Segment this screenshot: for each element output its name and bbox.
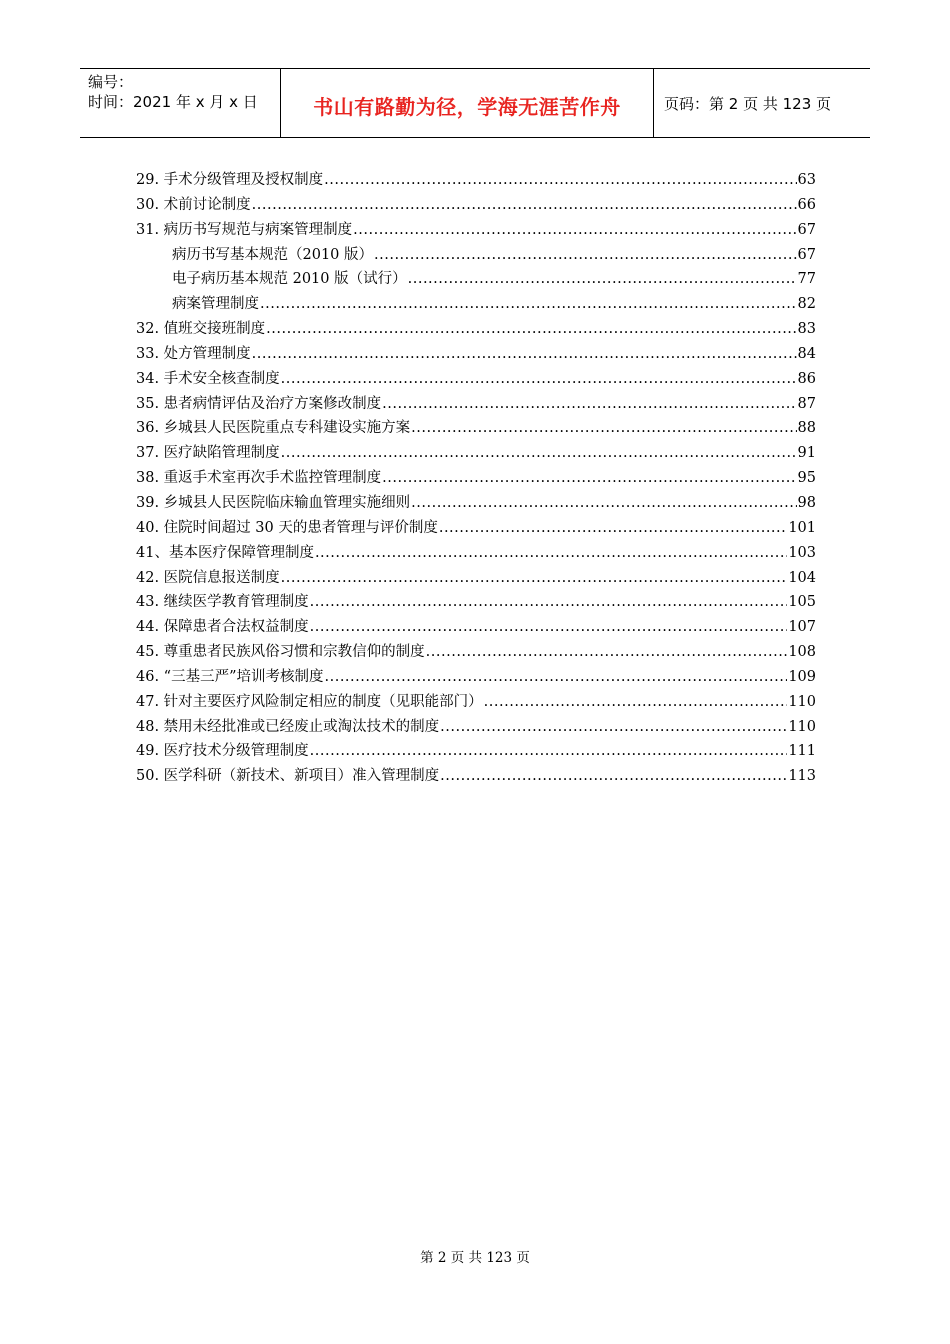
toc-leader-dots (439, 516, 787, 541)
footer-page-number: 第 2 页 共 123 页 (420, 1250, 530, 1266)
toc-leader-dots (281, 441, 797, 466)
toc-entry[interactable] (136, 342, 816, 367)
toc-entry[interactable] (136, 665, 816, 690)
toc-entry[interactable] (136, 243, 816, 268)
page-footer (0, 1246, 950, 1266)
toc-entry-title: 50. 医学科研（新技术、新项目）准入管理制度 (136, 768, 440, 785)
toc-entry-page: 103 (788, 544, 816, 561)
toc-entry[interactable] (136, 640, 816, 665)
toc-entry-page: 84 (797, 345, 816, 362)
toc-leader-dots (252, 342, 797, 367)
toc-leader-dots (310, 739, 788, 764)
toc-entry-title: 39. 乡城县人民医院临床输血管理实施细则 (136, 494, 411, 511)
toc-entry-title: 38. 重返手术室再次手术监控管理制度 (136, 470, 382, 487)
header-left-cell (80, 69, 281, 137)
table-of-contents (136, 168, 816, 789)
toc-entry[interactable] (136, 690, 816, 715)
toc-entry-title: 43. 继续医学教育管理制度 (136, 594, 309, 611)
toc-entry-title: 30. 术前讨论制度 (136, 196, 251, 213)
toc-entry-title: 37. 医疗缺陷管理制度 (136, 445, 280, 462)
toc-entry[interactable] (136, 739, 816, 764)
toc-entry[interactable] (136, 218, 816, 243)
toc-leader-dots (266, 317, 796, 342)
toc-leader-dots (353, 218, 796, 243)
toc-entry-title: 34. 手术安全核查制度 (136, 370, 280, 387)
toc-entry-title: 47. 针对主要医疗风险制定相应的制度（见职能部门） (136, 693, 483, 710)
toc-entry[interactable] (136, 615, 816, 640)
toc-entry-title: 42. 医院信息报送制度 (136, 569, 280, 586)
toc-entry[interactable] (136, 590, 816, 615)
toc-entry[interactable] (136, 491, 816, 516)
toc-entry-page: 110 (788, 693, 816, 710)
toc-entry-page: 108 (788, 644, 816, 661)
toc-entry[interactable] (136, 541, 816, 566)
toc-leader-dots (382, 466, 796, 491)
toc-leader-dots (411, 416, 796, 441)
toc-leader-dots (281, 566, 788, 591)
document-date-label: 时间：2021 年 x 月 x 日 (88, 93, 258, 111)
toc-leader-dots (440, 715, 787, 740)
header-right-cell (654, 69, 870, 137)
header-page-label: 页码：第 2 页 共 123 页 (664, 95, 832, 113)
toc-leader-dots (484, 690, 788, 715)
toc-entry-title: 电子病历基本规范 2010 版（试行） (172, 271, 407, 288)
toc-entry[interactable] (136, 416, 816, 441)
toc-entry-title: 32. 值班交接班制度 (136, 321, 266, 338)
toc-entry[interactable] (136, 193, 816, 218)
toc-entry[interactable] (136, 466, 816, 491)
toc-entry-page: 95 (797, 470, 816, 487)
toc-leader-dots (325, 665, 788, 690)
toc-entry-page: 107 (788, 619, 816, 636)
toc-entry-title: 45. 尊重患者民族风俗习惯和宗教信仰的制度 (136, 644, 425, 661)
toc-entry-page: 109 (788, 668, 816, 685)
toc-entry-page: 111 (788, 743, 816, 760)
toc-entry-page: 83 (797, 321, 816, 338)
toc-leader-dots (440, 764, 787, 789)
toc-entry-title: 36. 乡城县人民医院重点专科建设实施方案 (136, 420, 411, 437)
toc-entry[interactable] (136, 168, 816, 193)
toc-entry-page: 113 (788, 768, 816, 785)
toc-entry[interactable] (136, 764, 816, 789)
toc-entry[interactable] (136, 367, 816, 392)
toc-entry-page: 101 (788, 519, 816, 536)
toc-entry-title: 44. 保障患者合法权益制度 (136, 619, 309, 636)
toc-entry[interactable] (136, 441, 816, 466)
toc-entry-page: 110 (788, 718, 816, 735)
toc-entry-page: 87 (797, 395, 816, 412)
toc-entry-page: 91 (797, 445, 816, 462)
toc-entry[interactable] (136, 516, 816, 541)
toc-entry-page: 67 (797, 246, 816, 263)
toc-leader-dots (374, 243, 797, 268)
toc-entry[interactable] (136, 317, 816, 342)
toc-entry[interactable] (136, 292, 816, 317)
toc-leader-dots (260, 292, 797, 317)
toc-entry-title: 40. 住院时间超过 30 天的患者管理与评价制度 (136, 519, 438, 536)
toc-entry-page: 98 (797, 494, 816, 511)
page-header (80, 68, 870, 138)
toc-leader-dots (411, 491, 796, 516)
toc-entry-title: 41、基本医疗保障管理制度 (136, 544, 314, 561)
toc-entry-title: 31. 病历书写规范与病案管理制度 (136, 221, 353, 238)
toc-entry-title: 病案管理制度 (172, 296, 259, 313)
toc-leader-dots (324, 168, 796, 193)
toc-entry-page: 86 (797, 370, 816, 387)
toc-entry-page: 104 (788, 569, 816, 586)
toc-entry-title: 35. 患者病情评估及治疗方案修改制度 (136, 395, 382, 412)
toc-entry[interactable] (136, 267, 816, 292)
toc-entry[interactable] (136, 392, 816, 417)
toc-entry-title: 29. 手术分级管理及授权制度 (136, 172, 324, 188)
toc-leader-dots (408, 267, 797, 292)
toc-entry[interactable] (136, 715, 816, 740)
toc-entry-title: 33. 处方管理制度 (136, 345, 251, 362)
toc-leader-dots (382, 392, 796, 417)
toc-entry-page: 82 (797, 296, 816, 313)
toc-entry-page: 105 (788, 594, 816, 611)
toc-entry[interactable] (136, 566, 816, 591)
toc-leader-dots (281, 367, 797, 392)
toc-entry-title: 病历书写基本规范（2010 版） (172, 246, 374, 263)
toc-leader-dots (310, 615, 788, 640)
header-motto: 书山有路勤为径，学海无涯苦作舟 (313, 95, 621, 119)
toc-entry-page: 66 (797, 196, 816, 213)
toc-leader-dots (426, 640, 788, 665)
toc-leader-dots (252, 193, 797, 218)
toc-entry-title: 46. “三基三严”培训考核制度 (136, 668, 324, 685)
toc-entry-title: 49. 医疗技术分级管理制度 (136, 743, 309, 760)
toc-leader-dots (315, 541, 787, 566)
toc-entry-title: 48. 禁用未经批准或已经废止或淘汰技术的制度 (136, 718, 440, 735)
toc-entry-page: 67 (797, 221, 816, 238)
toc-entry-page: 63 (797, 172, 816, 188)
header-motto-cell (281, 69, 654, 137)
document-number-label: 编号： (88, 73, 134, 91)
toc-leader-dots (310, 590, 788, 615)
toc-entry-page: 77 (797, 271, 816, 288)
toc-entry-page: 88 (797, 420, 816, 437)
